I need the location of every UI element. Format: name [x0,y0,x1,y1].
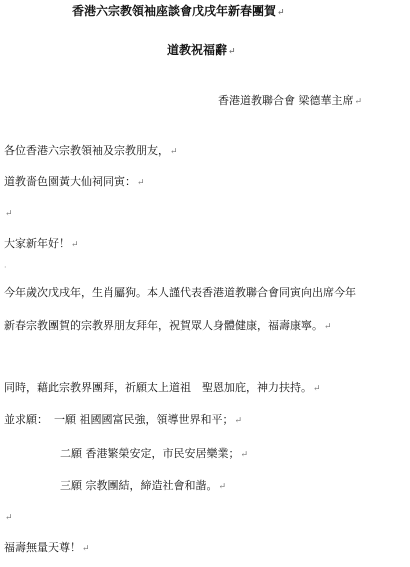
paragraph-mark: ↵ [82,544,90,554]
document-title: 香港六宗教領袖座談會戊戌年新春團賀↵ [72,4,285,18]
paragraph-mark: ↵ [277,8,285,18]
salutation-1: 各位香港六宗教領袖及宗教朋友，↵ [4,144,178,157]
paragraph-mark: ↵ [170,147,178,157]
paragraph-1-line-1: 今年歲次戊戌年，生肖屬狗。本人謹代表香港道教聯合會同寅向出席今年 [4,286,356,299]
paragraph-mark: ↵ [5,209,13,219]
paragraph-2: 同時，藉此宗教界團拜，祈願太上道祖 聖恩加庇，神力扶持。↵ [4,381,321,394]
document-subtitle: 道教祝福辭↵ [167,43,236,57]
paragraph-mark: ↵ [234,416,243,426]
paragraph-mark: ↵ [71,240,79,250]
paragraph-mark: ↵ [313,384,321,394]
paragraph-1-line-2: 新春宗教團賀的宗教界朋友拜年，祝賀眾人身體健康，福壽康寧。↵ [4,319,332,332]
salutation-2: 道教嗇色園黃大仙祠同寅：↵ [4,175,145,188]
closing-line: 福壽無量天尊！↵ [4,541,90,554]
paragraph-mark: ↵ [240,450,249,460]
paragraph-mark: ↵ [218,482,227,492]
paragraph-mark: ↵ [354,97,363,107]
stray-mark: · [4,263,7,272]
paragraph-mark: ↵ [137,178,145,188]
paragraph-mark: ↵ [5,513,13,523]
paragraph-mark: ↵ [228,47,236,57]
wish-3-line: 三願 宗教團結，締造社會和諧。↵ [60,479,227,492]
empty-paragraph [4,510,13,525]
greeting: 大家新年好！↵ [4,237,79,250]
wish-2-line: 二願 香港繁榮安定，市民安居樂業；↵ [60,447,249,460]
empty-paragraph [4,206,13,221]
paragraph-mark: ↵ [324,322,332,332]
author-line: 香港道教聯合會 梁德華主席↵ [218,94,363,107]
wish-1-line: 並求願： 一願 祖國國富民強，領導世界和平；↵ [4,413,243,426]
